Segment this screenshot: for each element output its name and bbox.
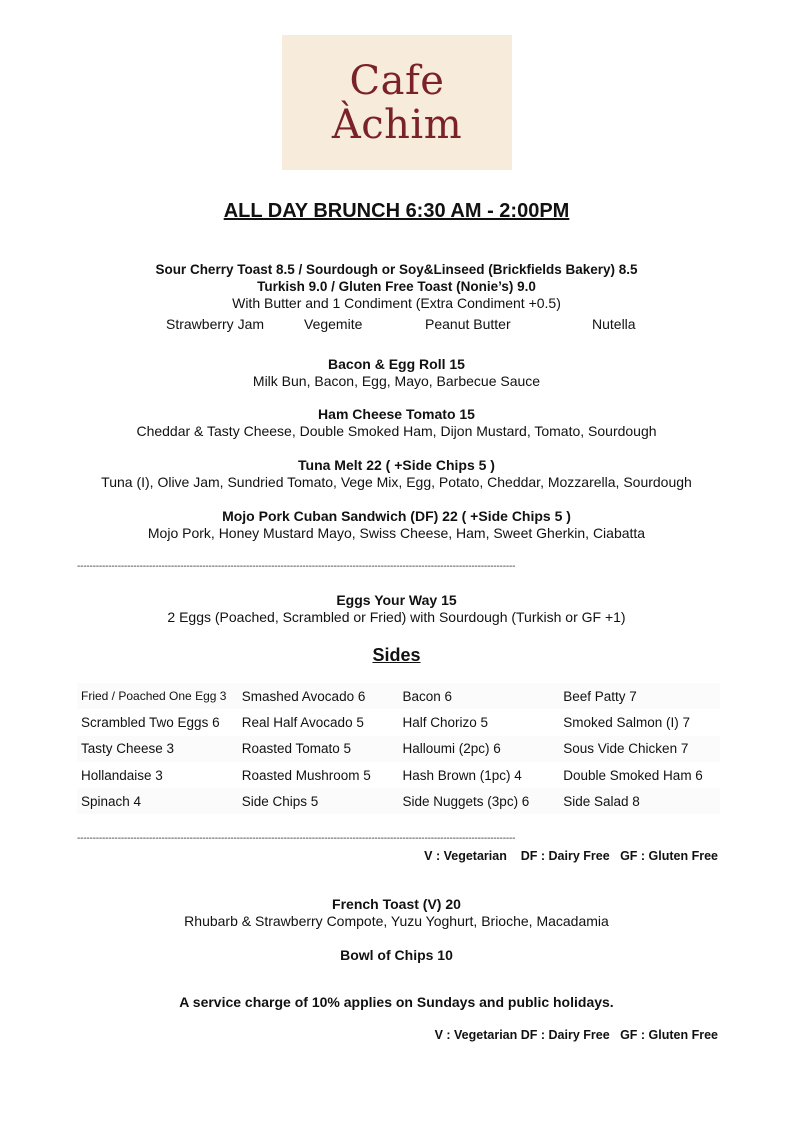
side-item: Spinach 4 xyxy=(81,793,142,809)
table-row xyxy=(77,709,720,735)
table-row xyxy=(77,762,720,788)
side-item: Tasty Cheese 3 xyxy=(81,741,175,757)
item-description: Mojo Pork, Honey Mustard Mayo, Swiss Cheese, Ham, Sweet Gherkin, Ciabatta xyxy=(147,525,646,541)
side-item: Half Chorizo 5 xyxy=(402,714,489,730)
toast-line-2: Turkish 9.0 / Gluten Free Toast (Nonie’s) 9.0 xyxy=(257,279,536,294)
dietary-legend: V : Vegetarian DF : Dairy Free GF : Gluten Free xyxy=(424,849,718,863)
side-item: Beef Patty 7 xyxy=(563,688,637,704)
item-description: Milk Bun, Bacon, Egg, Mayo, Barbecue Sauce xyxy=(252,373,541,389)
service-charge-note: A service charge of 10% applies on Sundays and public holidays. xyxy=(179,994,614,1010)
item-name: Mojo Pork Cuban Sandwich (DF) 22 ( +Side Chips 5 ) xyxy=(222,508,571,524)
sides-table xyxy=(77,683,720,814)
dietary-legend: V : Vegetarian DF : Dairy Free GF : Gluten Free xyxy=(434,1028,718,1042)
condiment-nutella: Nutella xyxy=(592,316,636,332)
eggs-name: Eggs Your Way 15 xyxy=(336,592,457,608)
side-item: Side Chips 5 xyxy=(241,793,319,809)
side-item: Double Smoked Ham 6 xyxy=(563,767,703,783)
side-item: Hollandaise 3 xyxy=(81,767,163,783)
side-item: Bacon 6 xyxy=(402,688,453,704)
side-item: Side Nuggets (3pc) 6 xyxy=(402,793,530,809)
logo-line-2: Àchim xyxy=(331,101,463,148)
side-item: Smoked Salmon (I) 7 xyxy=(563,714,691,730)
french-toast-name: French Toast (V) 20 xyxy=(332,896,461,912)
toast-description: With Butter and 1 Condiment (Extra Condiment +0.5) xyxy=(232,295,561,311)
item-name: Ham Cheese Tomato 15 xyxy=(318,406,475,422)
item-name: Bacon & Egg Roll 15 xyxy=(328,356,465,372)
side-item: Roasted Mushroom 5 xyxy=(241,767,371,783)
side-item: Halloumi (2pc) 6 xyxy=(402,741,501,757)
condiment-peanut-butter: Peanut Butter xyxy=(425,316,511,332)
item-name: Tuna Melt 22 ( +Side Chips 5 ) xyxy=(298,457,495,473)
toast-line-1: Sour Cherry Toast 8.5 / Sourdough or Soy&Linseed (Brickfields Bakery) 8.5 xyxy=(155,262,638,277)
condiment-strawberry-jam: Strawberry Jam xyxy=(166,316,265,332)
divider: -------------------------------------------------------------------------------------------------------------------------------------------- xyxy=(77,834,516,844)
table-row xyxy=(77,788,720,814)
side-item: Smashed Avocado 6 xyxy=(241,688,366,704)
side-item: Hash Brown (1pc) 4 xyxy=(402,767,522,783)
logo-line-1: Cafe xyxy=(349,57,445,104)
item-description: Tuna (I), Olive Jam, Sundried Tomato, Vege Mix, Egg, Potato, Cheddar, Mozzarella, Sourdough xyxy=(101,474,692,490)
side-item: Scrambled Two Eggs 6 xyxy=(81,714,220,730)
sides-title: Sides xyxy=(372,645,421,665)
side-item: Sous Vide Chicken 7 xyxy=(563,741,689,757)
french-toast-description: Rhubarb & Strawberry Compote, Yuzu Yoghurt, Brioche, Macadamia xyxy=(184,913,609,929)
item-description: Cheddar & Tasty Cheese, Double Smoked Ham, Dijon Mustard, Tomato, Sourdough xyxy=(136,423,657,439)
condiment-vegemite: Vegemite xyxy=(304,316,363,332)
bowl-of-chips: Bowl of Chips 10 xyxy=(340,947,453,963)
table-row xyxy=(77,683,720,709)
side-item: Fried / Poached One Egg 3 xyxy=(81,689,227,704)
side-item: Side Salad 8 xyxy=(563,793,640,809)
side-item: Real Half Avocado 5 xyxy=(241,714,364,730)
eggs-description: 2 Eggs (Poached, Scrambled or Fried) with Sourdough (Turkish or GF +1) xyxy=(167,609,626,625)
divider: -------------------------------------------------------------------------------------------------------------------------------------------- xyxy=(77,562,516,572)
menu-title: ALL DAY BRUNCH 6:30 AM - 2:00PM xyxy=(223,200,570,222)
side-item: Roasted Tomato 5 xyxy=(241,741,352,757)
cafe-logo xyxy=(282,35,512,170)
table-row xyxy=(77,736,720,762)
